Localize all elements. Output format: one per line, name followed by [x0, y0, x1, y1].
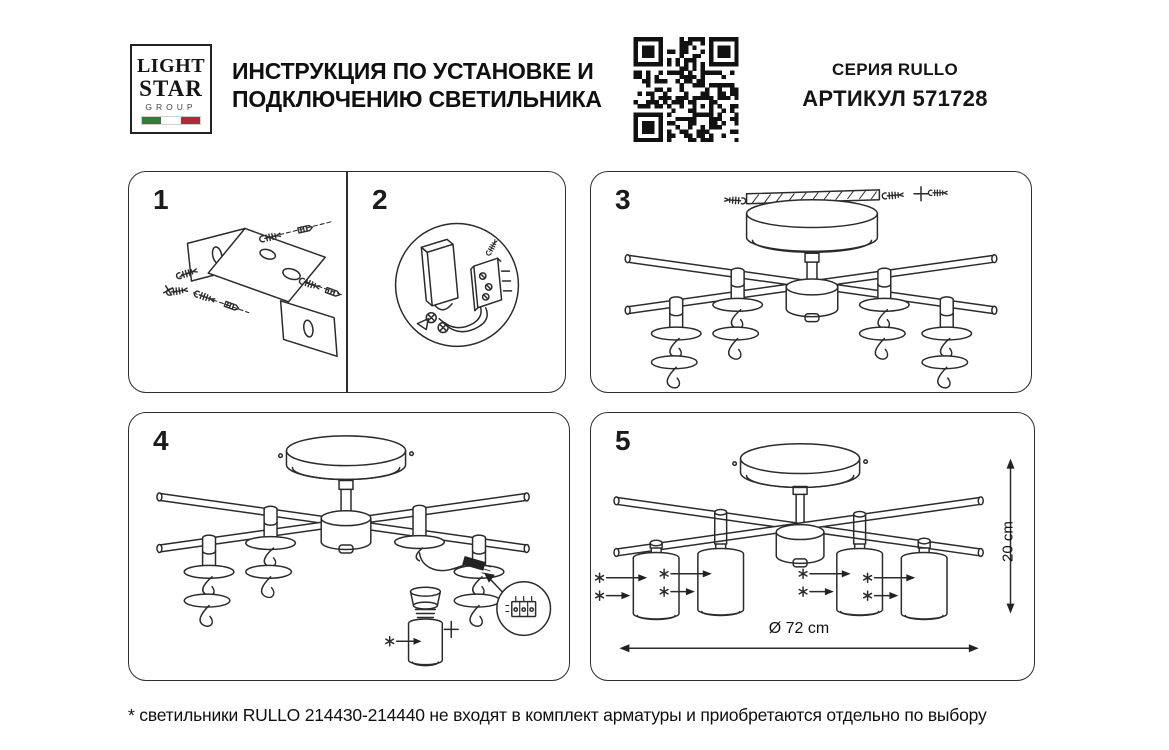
step-number-5: 5: [615, 425, 631, 456]
logo-star: STAR: [139, 76, 203, 101]
frame-mounting-drawing: [591, 172, 1031, 392]
panel-step-1: [129, 172, 346, 392]
panel-step-2: [348, 172, 565, 392]
panel-step-3: [590, 171, 1032, 393]
diameter-dimension-arrow: [619, 644, 978, 652]
article-label: АРТИКУЛ 571728: [802, 86, 988, 111]
step-number-1: 1: [153, 184, 169, 215]
logo-group: GROUP: [145, 102, 197, 112]
qr-code-icon: [632, 37, 740, 142]
panel-step-5: [590, 412, 1035, 681]
series-label: СЕРИЯ RULLO: [832, 60, 958, 79]
italian-flag-icon: [141, 116, 201, 125]
panel-step-4: [128, 412, 570, 681]
product-info: [795, 60, 995, 112]
step-number-4: 4: [153, 425, 169, 456]
footnote: * светильники RULLO 214430-214440 не входят в комплект арматуры и приобретаются отдельно по выбору: [128, 705, 987, 725]
diameter-dimension-label: Ø 72 cm: [768, 620, 830, 637]
asterisk-marker: [386, 637, 394, 646]
step-number-3: 3: [615, 184, 631, 215]
lightstar-logo: [130, 44, 212, 134]
bracket-mounting-drawing: [129, 172, 346, 392]
step-number-2: 2: [372, 184, 388, 215]
title-line-1: ИНСТРУКЦИЯ ПО УСТАНОВКЕ И: [232, 58, 594, 84]
wiring-detail-drawing: [348, 172, 565, 392]
page-title: [232, 57, 602, 113]
logo-light: LIGHT: [136, 55, 206, 77]
title-line-2: ПОДКЛЮЧЕНИЮ СВЕТИЛЬНИКА: [232, 86, 602, 112]
assembled-fixture-drawing: [591, 413, 1034, 680]
panel-steps-1-2: [128, 171, 566, 393]
lamp-connection-drawing: [129, 413, 569, 680]
height-dimension-label: 20 cm: [999, 521, 1017, 562]
